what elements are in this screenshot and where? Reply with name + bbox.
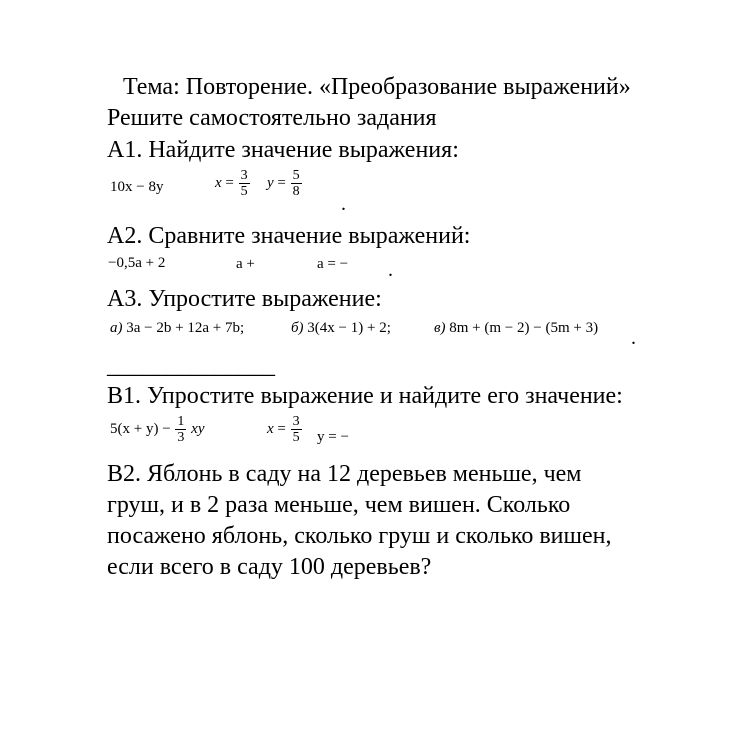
task-b1-y-condition: y = − (317, 429, 349, 445)
period: . (388, 259, 393, 281)
task-a3-item-b: б) 3(4x − 1) + 2; (291, 320, 391, 336)
task-a3-heading: А3. Упростите выражение: (107, 286, 382, 312)
task-a1-x-value: x = $\frac{3}{5}$ (215, 168, 248, 199)
task-a1-y-value: y = $\frac{5}{8}$ (267, 168, 300, 199)
task-b1-heading: В1. Упростите выражение и найдите его значение: (107, 383, 623, 409)
task-a1-heading: А1. Найдите значение выражения: (107, 137, 459, 163)
task-b2-line: груш, и в 2 раза меньше, чем вишен. Сколько (107, 492, 571, 518)
page-title: Тема: Повторение. «Преобразование выражений» (123, 74, 631, 100)
task-b1-x-value: x = $\frac{3}{5}$ (267, 414, 300, 445)
task-a3-item-c: в) 8m + (m − 2) − (5m + 3) (434, 320, 599, 336)
task-a1-expression: 10x − 8y (110, 179, 164, 195)
fraction: $\frac{5}{8}$ (292, 168, 300, 199)
task-a2-condition: a = − (317, 256, 349, 272)
task-b1-expression: 5(x + y) − $\frac{1}{3}$ xy (110, 414, 205, 445)
task-a2-expression-2: a + (236, 256, 255, 272)
task-a3-item-a: а) 3a − 2b + 12a + 7b; (110, 320, 245, 336)
task-a2-expression-1: −0,5a + 2 (108, 255, 166, 271)
period: . (341, 193, 346, 215)
fraction: $\frac{1}{3}$ (177, 414, 185, 445)
fraction: $\frac{3}{5}$ (292, 414, 300, 445)
task-b2-line: если всего в саду 100 деревьев? (107, 554, 432, 580)
task-b2-line: посажено яблонь, сколько груш и сколько вишен, (107, 523, 612, 549)
task-a2-heading: А2. Сравните значение выражений: (107, 223, 471, 249)
separator-line: ______________ (107, 353, 275, 379)
period: . (631, 327, 636, 349)
subtitle: Решите самостоятельно задания (107, 105, 437, 131)
task-b2-line: В2. Яблонь в саду на 12 деревьев меньше, чем (107, 461, 582, 487)
fraction: $\frac{3}{5}$ (240, 168, 248, 199)
